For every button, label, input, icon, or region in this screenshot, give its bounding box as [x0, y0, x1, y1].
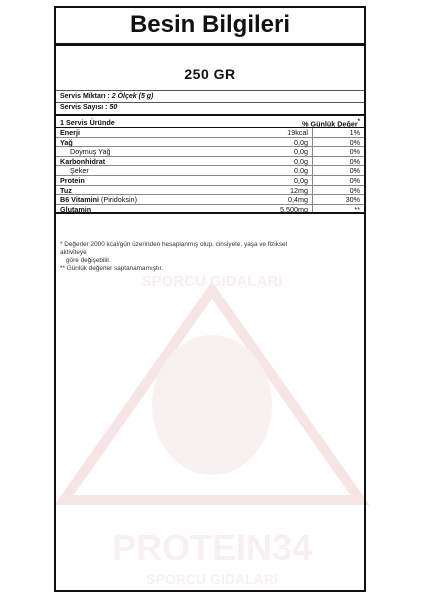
serving-count-value: 50 [109, 104, 118, 111]
nutrient-daily: 0% [349, 147, 360, 157]
nutrient-daily: 0% [349, 137, 360, 147]
nutrient-name: B6 Vitamini [60, 195, 100, 205]
nutrient-amount: 19kcal [287, 128, 308, 137]
watermark-top-text: SPORCU GIDALARI [141, 273, 283, 290]
table-row [56, 205, 364, 215]
nutrient-amount: 5.500mg [280, 204, 308, 214]
serving-size-value: 2 Ölçek (5 g) [111, 93, 154, 100]
table-row [56, 195, 364, 205]
net-weight: 250 GR [184, 66, 236, 82]
footnote-1: * Değerler 2000 kcal/gün üzerinden hesaplanmış olup, cinsiyete, yaşa ve fiziksel aktiviteye göre değişebilir. [60, 241, 287, 264]
nutrient-name: Doymuş Yağ [70, 147, 111, 157]
table-row [56, 157, 364, 167]
nutrient-amount: 0,0g [294, 156, 308, 166]
serving-size-label: Servis Miktarı : [60, 93, 110, 100]
footnote-2: ** Günlük değerler saptanamamıştır. [60, 265, 164, 272]
nutrient-daily: 0% [349, 185, 360, 195]
nutrition-label [54, 6, 366, 592]
table-top-divider [56, 114, 364, 116]
watermark-bottom-text: SPORCU GIDALARI [146, 571, 278, 587]
nutrient-name: Karbonhidrat [60, 156, 106, 166]
nutrient-name: Enerji [60, 128, 80, 137]
watermark-brand: PROTEIN34 [111, 527, 313, 568]
nutrient-name: Glutamin [60, 204, 92, 214]
nutrient-daily: 0% [349, 166, 360, 176]
nutrient-amount: 0,0g [294, 137, 308, 147]
nutrient-daily: ** [354, 204, 360, 214]
table-row [56, 138, 364, 148]
nutrient-daily: 0% [349, 175, 360, 185]
nutrient-amount: 0,0g [294, 147, 308, 157]
nutrient-amount: 0,0g [294, 166, 308, 176]
table-row [56, 166, 364, 176]
label-title: Besin Bilgileri [129, 11, 291, 38]
nutrient-name-suffix: (Piridoksin) [101, 195, 137, 205]
nutrient-name: Şeker [70, 166, 89, 176]
serving-count-label: Servis Sayısı : [60, 104, 108, 111]
nutrient-amount: 0,0g [294, 175, 308, 185]
serving-size [60, 92, 153, 101]
header-daily-value: % Günlük Değer* [302, 119, 360, 129]
table-header [56, 117, 364, 128]
nutrient-daily: 1% [349, 128, 360, 137]
nutrient-daily: 30% [345, 195, 360, 205]
footnotes [60, 241, 290, 273]
nutrition-table [56, 117, 364, 214]
table-row [56, 147, 364, 157]
nutrient-amount: 0,4mg [288, 195, 308, 205]
weight-divider [56, 90, 364, 91]
table-row [56, 176, 364, 186]
nutrient-daily: 0% [349, 156, 360, 166]
nutrient-name: Yağ [60, 137, 73, 147]
nutrient-name: Tuz [60, 185, 72, 195]
header-serving: 1 Servis Üründe [60, 118, 115, 127]
table-row [56, 186, 364, 196]
table-row [56, 128, 364, 138]
title-divider [56, 43, 364, 46]
nutrient-name: Protein [60, 175, 85, 185]
nutrient-amount: 12mg [290, 185, 308, 195]
serving-count [60, 103, 117, 112]
